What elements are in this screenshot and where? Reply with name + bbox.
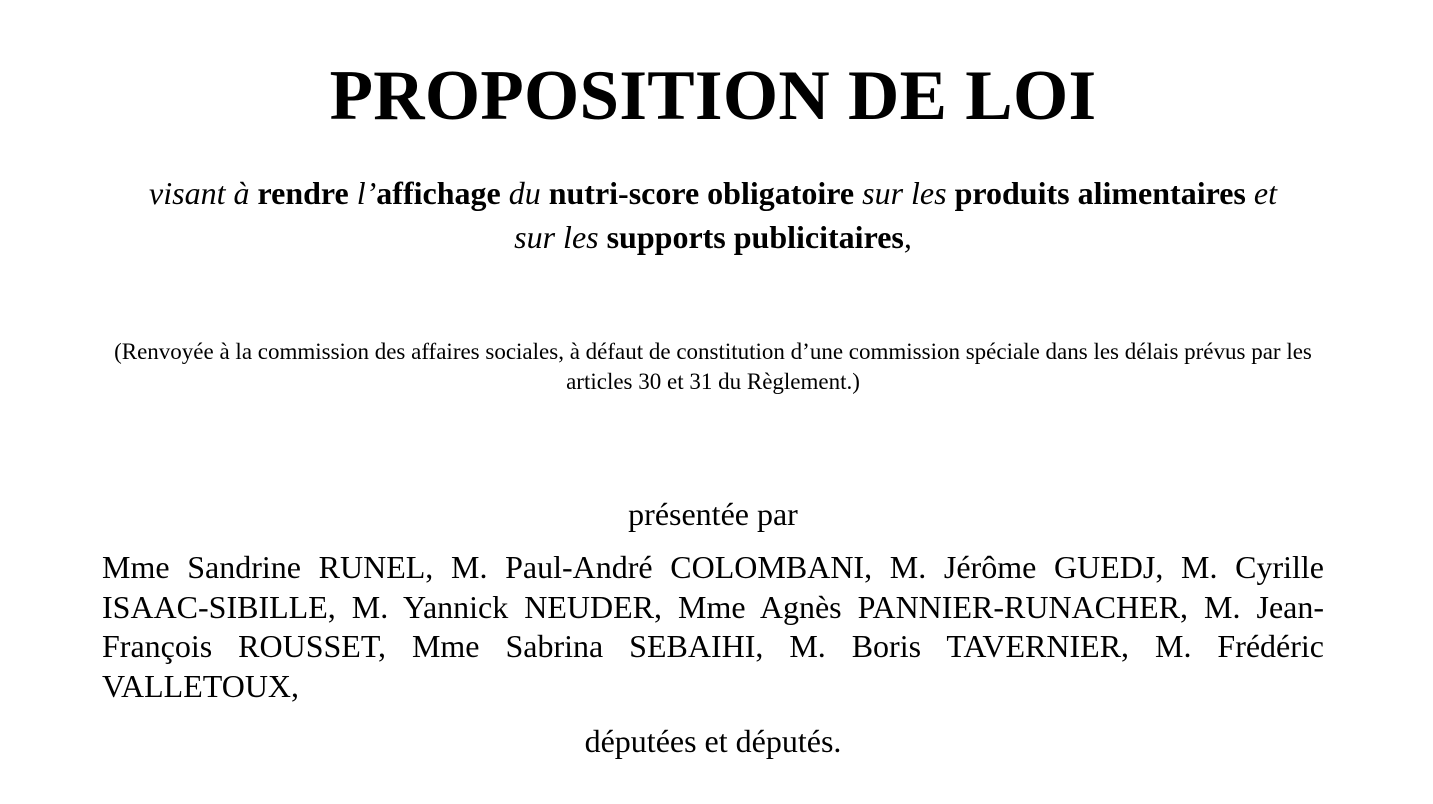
subtitle-part: et sur les bbox=[514, 175, 1277, 255]
bill-subtitle bbox=[140, 171, 1286, 259]
subtitle-part: produits alimentaires bbox=[954, 175, 1246, 211]
authors-list: Mme Sandrine RUNEL, M. Paul-André COLOMBANI, M. Jérôme GUEDJ, M. Cyrille ISAAC-SIBILLE, M. Yannick NEUDER, Mme Agnès PANNIER-RUNACHER, M. Jean-François ROUSSET, Mme Sabrina SEBAIHI, M. Boris TAVERNIER, M. Frédéric VALLETOUX, bbox=[102, 549, 1324, 704]
subtitle-part: nutri-score obligatoire bbox=[548, 175, 855, 211]
referral-note: (Renvoyée à la commission des affaires sociales, à défaut de constitution d’une commission spéciale dans les délais prévus par les articles 30 et 31 du Règlement.) bbox=[114, 339, 1312, 394]
subtitle-part: sur les bbox=[862, 175, 947, 211]
subtitle-part: affichage bbox=[376, 175, 501, 211]
presented-by-label: présentée par bbox=[628, 496, 798, 532]
closing-line: députées et députés. bbox=[584, 723, 842, 759]
subtitle-part: visant bbox=[149, 175, 226, 211]
subtitle-part: l’ bbox=[356, 175, 377, 211]
subtitle-part: rendre bbox=[257, 175, 349, 211]
subtitle-part: du bbox=[508, 175, 541, 211]
subtitle-part: à bbox=[233, 175, 250, 211]
document-title: PROPOSITION DE LOI bbox=[329, 57, 1097, 135]
subtitle-part: supports publicitaires bbox=[606, 219, 904, 255]
subtitle-part: , bbox=[903, 219, 912, 255]
